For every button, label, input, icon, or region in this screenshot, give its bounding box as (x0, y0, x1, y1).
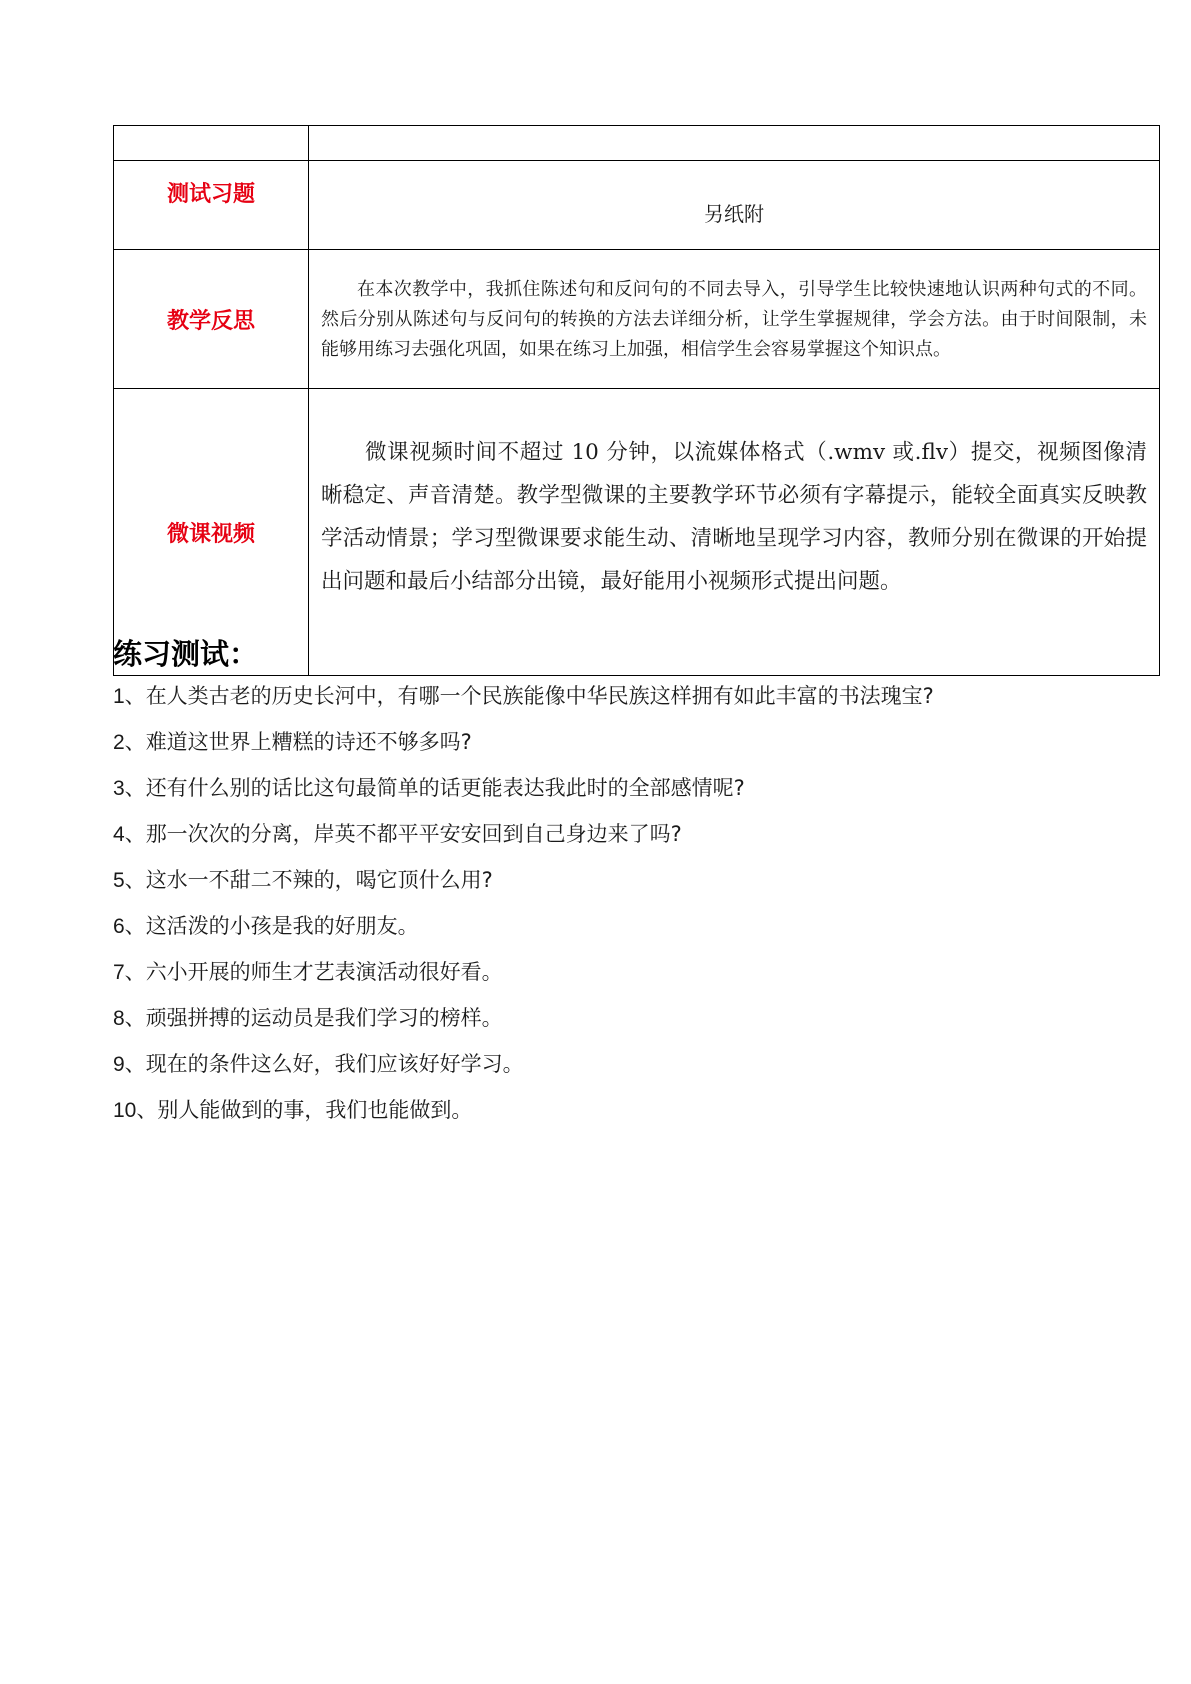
table-row (114, 126, 1160, 161)
question-text: 难道这世界上糟糕的诗还不够多吗? (145, 730, 472, 754)
exercise-question-list (113, 680, 1153, 1140)
question-number: 4、 (113, 823, 146, 846)
label-micro-lesson-video: 微课视频 (114, 389, 309, 676)
table-row-micro-lesson-video (114, 389, 1160, 676)
question-item (113, 726, 1153, 772)
question-item (113, 864, 1153, 910)
label-test-exercises: 测试习题 (114, 161, 309, 250)
label-teaching-reflection: 教学反思 (114, 250, 309, 389)
question-text: 这活泼的小孩是我的好朋友。 (145, 914, 419, 938)
question-item (113, 1048, 1153, 1094)
question-item (113, 956, 1153, 1002)
question-text: 别人能做到的事，我们也能做到。 (157, 1098, 473, 1122)
content-micro-lesson-video: 微课视频时间不超过 10 分钟，以流媒体格式（.wmv 或.flv）提交，视频图像清晰稳定、声音清楚。教学型微课的主要教学环节必须有字幕提示，能较全面真实反映教学活动情景；学习型微课要求能生动、清晰地呈现学习内容，教师分别在微课的开始提出问题和最后小结部分出镜，最好能用小视频形式提出问题。 (309, 389, 1160, 676)
question-text: 还有什么别的话比这句最简单的话更能表达我此时的全部感情呢? (145, 776, 745, 800)
question-text: 现在的条件这么好，我们应该好好学习。 (145, 1052, 524, 1076)
question-number: 2、 (113, 731, 146, 754)
question-text: 六小开展的师生才艺表演活动很好看。 (145, 960, 503, 984)
question-number: 7、 (113, 961, 146, 984)
question-item (113, 1002, 1153, 1048)
row-label (114, 126, 309, 161)
row-content (309, 126, 1160, 161)
question-text: 这水一不甜二不辣的，喝它顶什么用? (145, 868, 493, 892)
content-test-exercises: 另纸附 (309, 161, 1160, 250)
question-number: 6、 (113, 915, 146, 938)
exercise-title: 练习测试： (113, 637, 259, 671)
question-text: 在人类古老的历史长河中，有哪一个民族能像中华民族这样拥有如此丰富的书法瑰宝? (145, 684, 934, 708)
lesson-plan-table (113, 125, 1160, 676)
question-item (113, 772, 1153, 818)
question-text: 那一次次的分离，岸英不都平平安安回到自己身边来了吗? (145, 822, 682, 846)
question-item (113, 818, 1153, 864)
question-text: 顽强拼搏的运动员是我们学习的榜样。 (145, 1006, 503, 1030)
table-row-teaching-reflection (114, 250, 1160, 389)
question-number: 1、 (113, 685, 146, 708)
question-item (113, 1094, 1153, 1140)
question-number: 8、 (113, 1007, 146, 1030)
question-number: 3、 (113, 777, 146, 800)
content-teaching-reflection: 在本次教学中，我抓住陈述句和反问句的不同去导入，引导学生比较快速地认识两种句式的不同。然后分别从陈述句与反问句的转换的方法去详细分析，让学生掌握规律，学会方法。由于时间限制，未能够用练习去强化巩固，如果在练习上加强，相信学生会容易掌握这个知识点。 (309, 250, 1160, 389)
table-row-test-exercises (114, 161, 1160, 250)
question-item (113, 680, 1153, 726)
question-number: 10、 (113, 1099, 158, 1122)
question-number: 5、 (113, 869, 146, 892)
question-number: 9、 (113, 1053, 146, 1076)
question-item (113, 910, 1153, 956)
